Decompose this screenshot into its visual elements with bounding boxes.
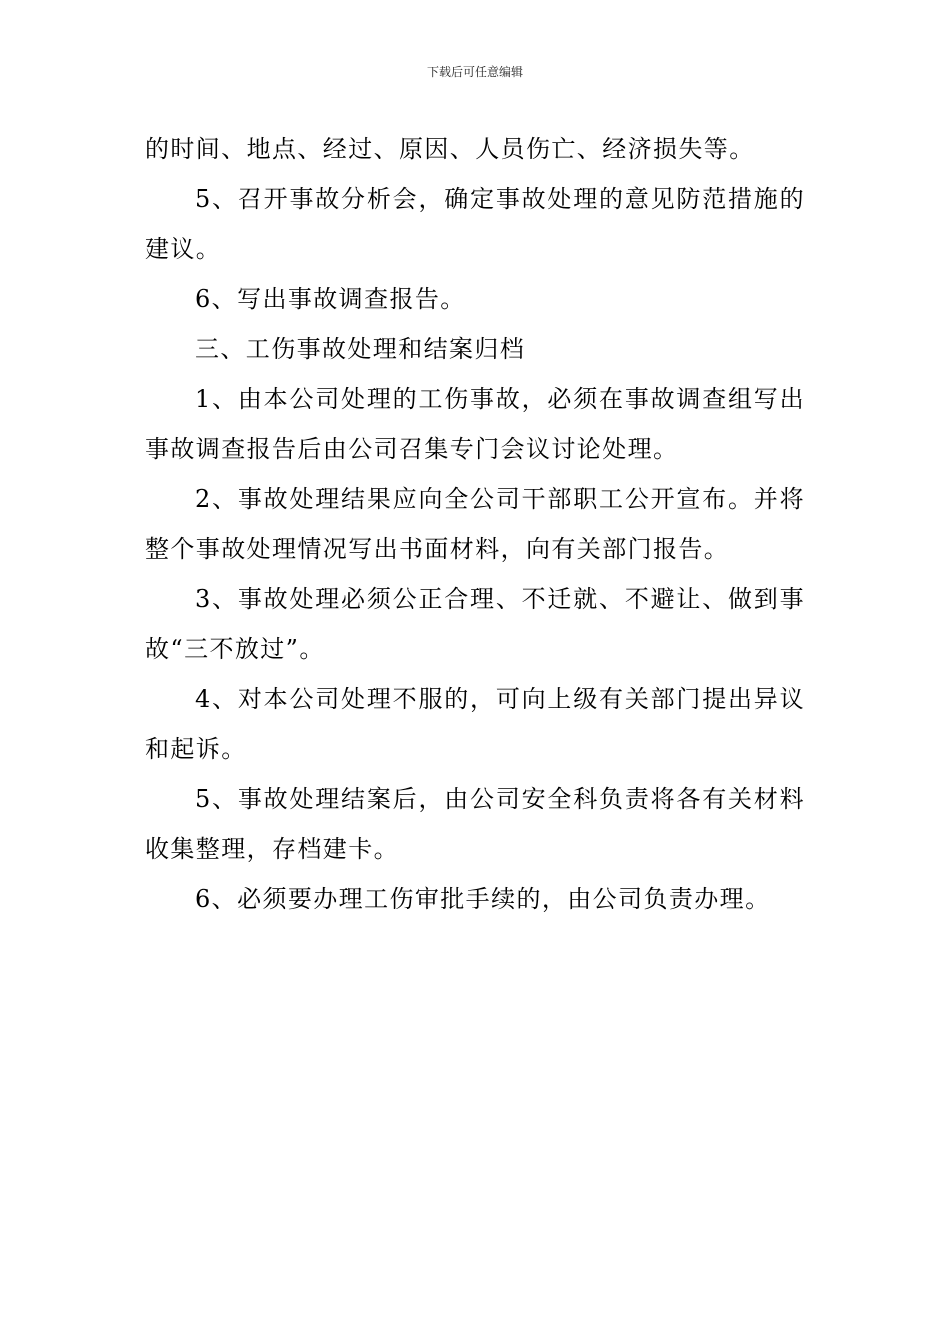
paragraph-item-4: 4、对本公司处理不服的，可向上级有关部门提出异议和起诉。 xyxy=(145,685,805,763)
paragraph-continuation: 的时间、地点、经过、原因、人员伤亡、经济损失等。 xyxy=(145,135,755,163)
section-heading: 三、工伤事故处理和结案归档 xyxy=(195,335,526,363)
paragraph-item-2: 2、事故处理结果应向全公司干部职工公开宣布。并将整个事故处理情况写出书面材料，向有关部门报告。 xyxy=(145,485,805,563)
paragraph-item-5-analysis: 5、召开事故分析会，确定事故处理的意见防范措施的建议。 xyxy=(145,185,805,263)
paragraph-item-6: 6、必须要办理工伤审批手续的，由公司负责办理。 xyxy=(195,885,771,913)
paragraph-item-1: 1、由本公司处理的工伤事故，必须在事故调查组写出事故调查报告后由公司召集专门会议讨论处理。 xyxy=(145,385,805,463)
paragraph-item-6-report: 6、写出事故调查报告。 xyxy=(195,285,466,313)
document-body xyxy=(145,124,805,924)
paragraph-item-5: 5、事故处理结案后，由公司安全科负责将各有关材料收集整理，存档建卡。 xyxy=(145,785,805,863)
paragraph-item-3: 3、事故处理必须公正合理、不迁就、不避让、做到事故“三不放过”。 xyxy=(145,585,805,663)
page-header: 下载后可任意编辑 xyxy=(426,65,523,79)
